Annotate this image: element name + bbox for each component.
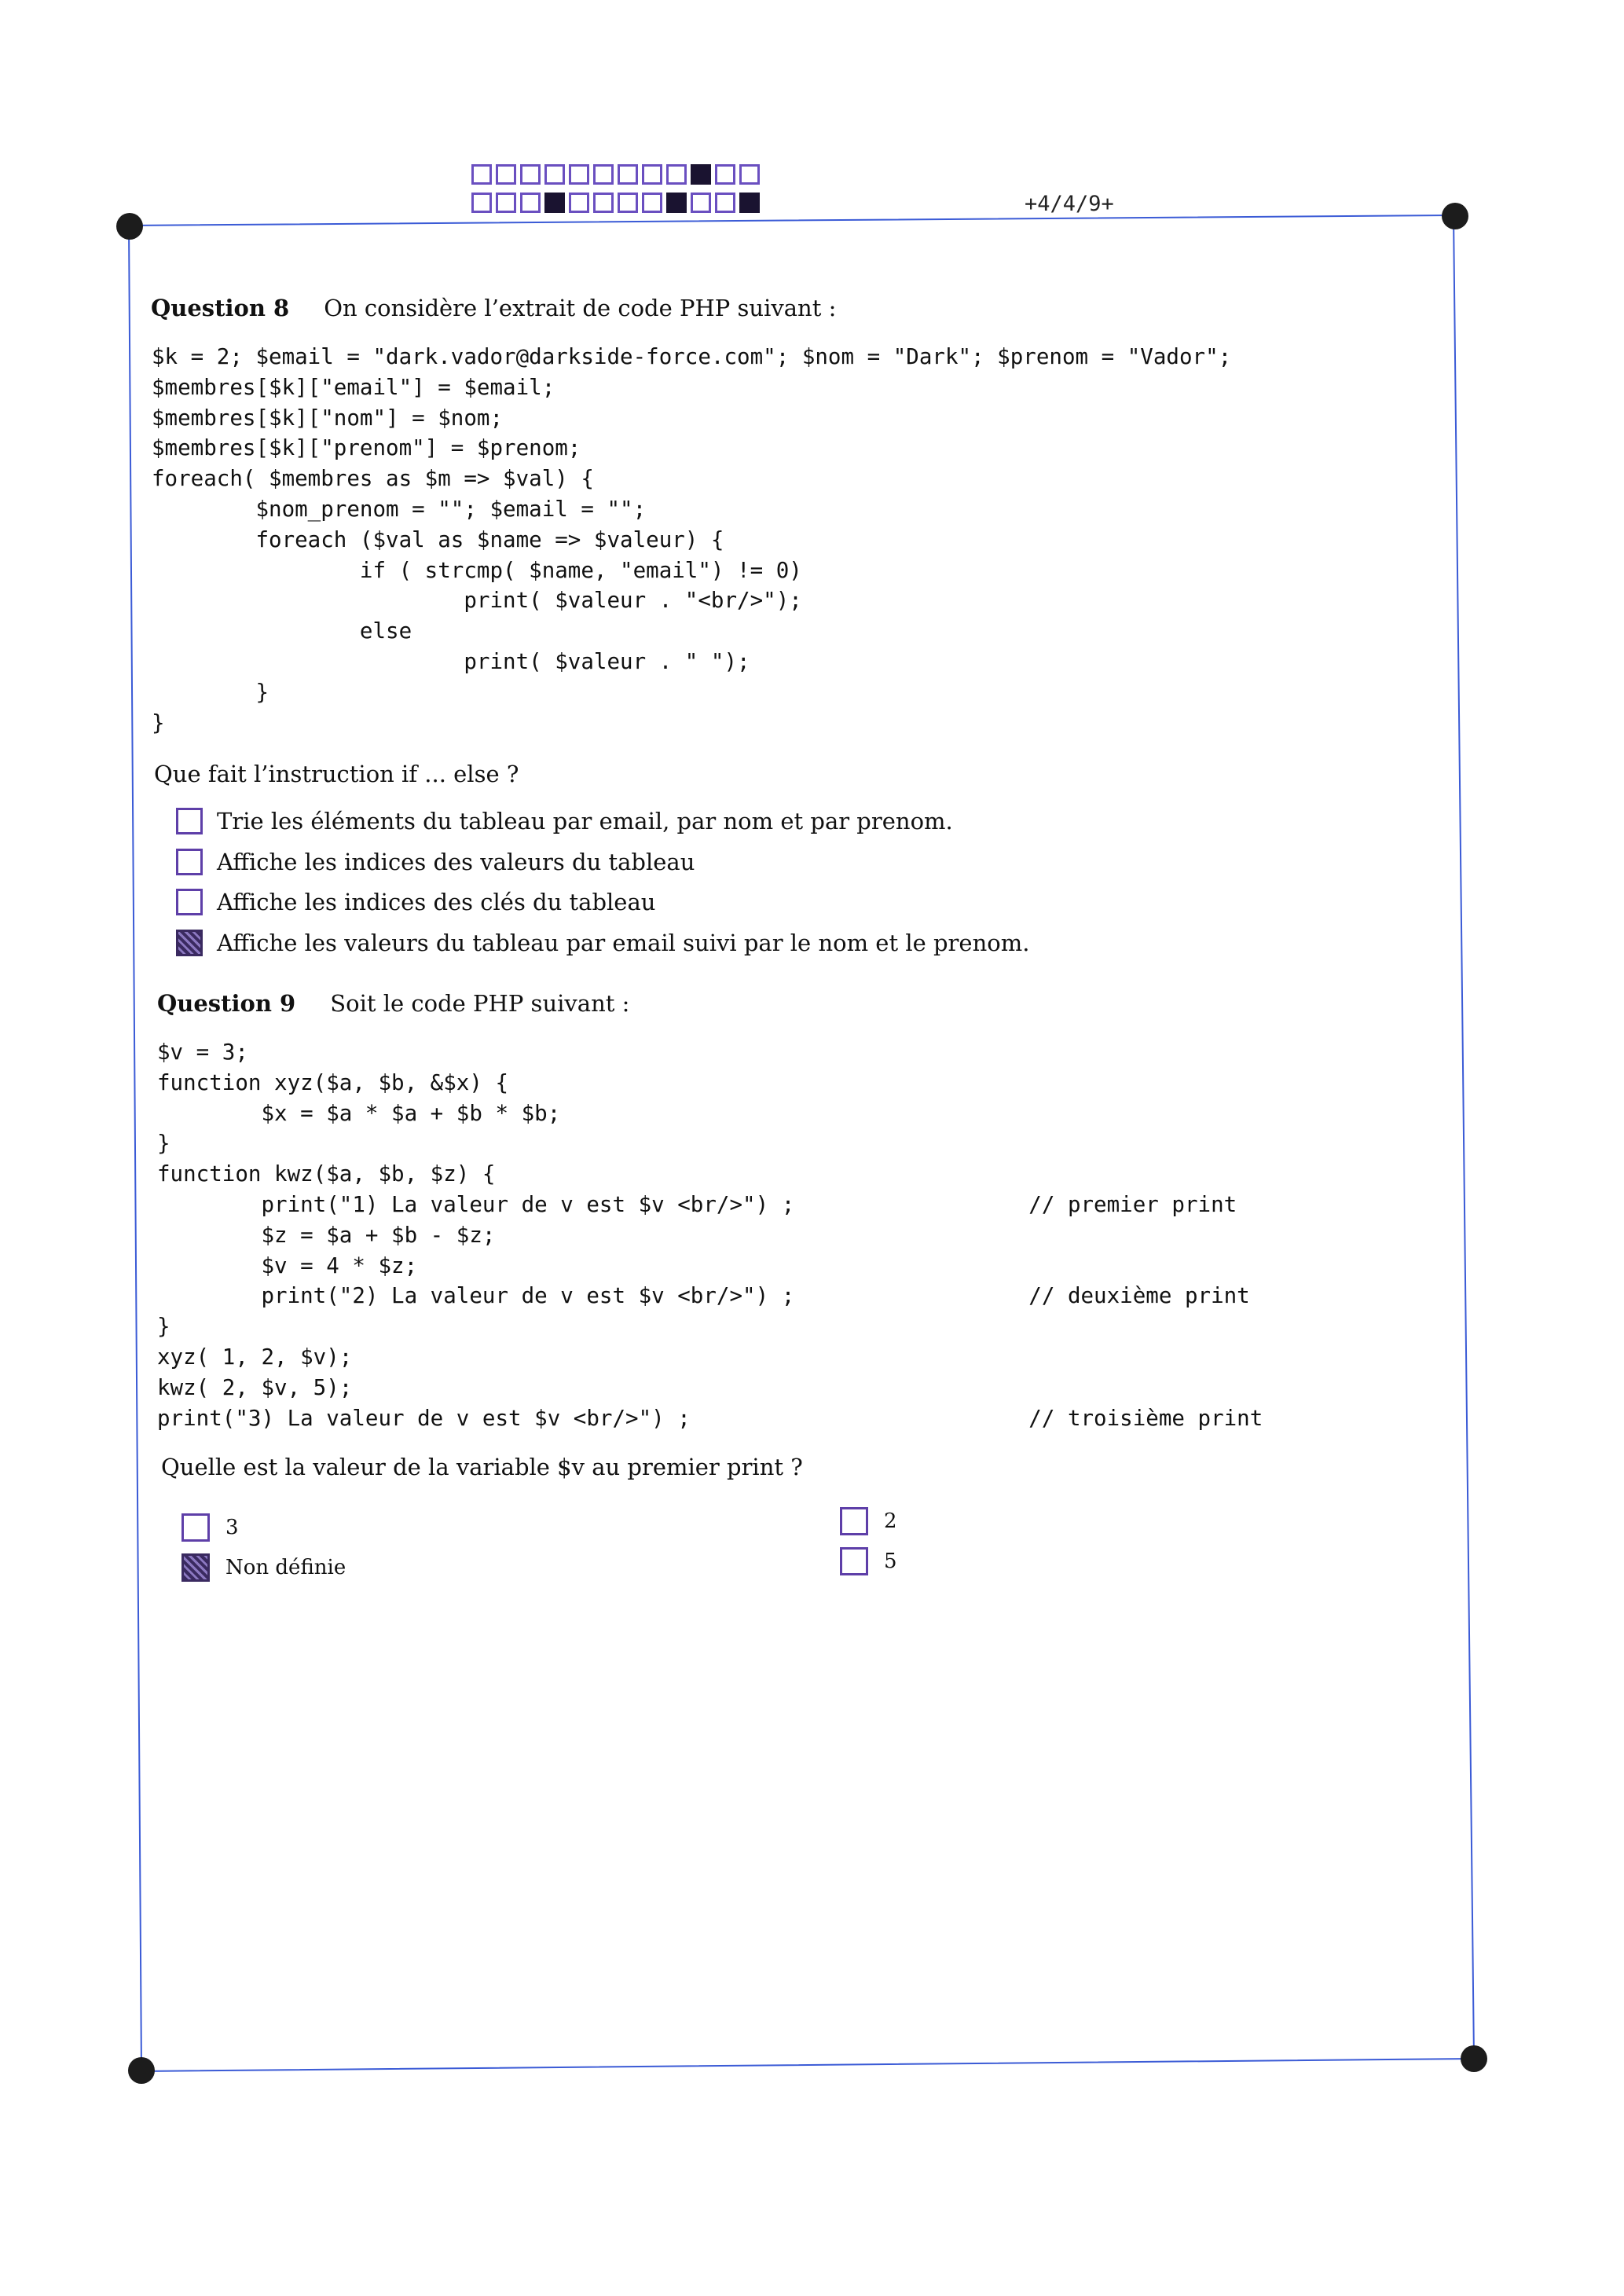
question-8-header	[151, 295, 836, 321]
q9-option-1-checkbox[interactable]	[181, 1513, 210, 1542]
id-box	[642, 164, 662, 185]
id-box	[666, 164, 687, 185]
page-code: +4/4/9+	[1025, 192, 1114, 216]
q9-option-1[interactable]	[181, 1513, 239, 1542]
q8-option-3[interactable]	[176, 889, 655, 915]
q9-option-3-label: 2	[884, 1509, 897, 1533]
id-box	[739, 164, 760, 185]
q8-option-3-label: Affiche les indices des clés du tableau	[217, 889, 656, 915]
question-9-prompt: Quelle est la valeur de la variable $v au premier print ?	[161, 1454, 803, 1480]
q8-option-1[interactable]	[176, 808, 953, 834]
corner-mark-bottom-left	[128, 2057, 155, 2084]
question-9-label: Question 9	[157, 990, 296, 1017]
id-box	[739, 193, 760, 213]
q9-option-4-checkbox[interactable]	[840, 1547, 868, 1575]
id-box	[691, 193, 711, 213]
question-8-intro: On considère l’extrait de code PHP suivant :	[324, 295, 837, 321]
corner-mark-top-right	[1442, 203, 1468, 229]
question-8-label: Question 8	[151, 295, 290, 321]
id-box	[642, 193, 662, 213]
question-8-code: $k = 2; $email = "dark.vador@darkside-force.com"; $nom = "Dark"; $prenom = "Vador"; $membres[$k]["email"] = $email; $membres[$k]["nom"] = $nom; $membres[$k]["prenom"] = $prenom; foreach( $membres as $m => $val) { $nom_prenom = ""; $email = ""; foreach ($val as $name => $valeur) { if ( strcmp( $name, "email") != 0) print( $valeur . "<br/>"); else print( $valeur . " "); } }	[152, 344, 1232, 735]
id-box	[471, 193, 492, 213]
question-9-intro: Soit le code PHP suivant :	[330, 990, 630, 1017]
id-box	[520, 164, 541, 185]
q9-option-1-label: 3	[225, 1516, 239, 1539]
id-box	[593, 164, 614, 185]
q9-option-3-checkbox[interactable]	[840, 1507, 868, 1535]
id-box	[569, 164, 589, 185]
student-id-row-1	[471, 164, 764, 185]
id-box	[496, 193, 516, 213]
q8-option-4[interactable]	[176, 930, 1029, 956]
id-box	[544, 164, 565, 185]
question-9-header	[157, 990, 629, 1017]
corner-mark-bottom-right	[1461, 2045, 1487, 2072]
id-box	[544, 193, 565, 213]
id-box	[715, 164, 735, 185]
id-box	[618, 164, 638, 185]
id-box	[471, 164, 492, 185]
id-box	[496, 164, 516, 185]
q8-option-1-label: Trie les éléments du tableau par email, par nom et par prenom.	[217, 808, 953, 834]
id-box	[618, 193, 638, 213]
id-box	[520, 193, 541, 213]
q9-option-3[interactable]	[840, 1507, 897, 1535]
q9-option-4[interactable]	[840, 1547, 897, 1575]
q8-option-2-label: Affiche les indices des valeurs du tableau	[217, 849, 695, 875]
q8-option-1-checkbox[interactable]	[176, 808, 203, 834]
q9-option-2-checkbox[interactable]	[181, 1553, 210, 1582]
corner-mark-top-left	[116, 213, 143, 240]
q9-option-2[interactable]	[181, 1553, 346, 1582]
q9-option-4-label: 5	[884, 1550, 897, 1573]
id-box	[666, 193, 687, 213]
q8-option-2-checkbox[interactable]	[176, 849, 203, 875]
id-box	[691, 164, 711, 185]
q8-option-2[interactable]	[176, 849, 695, 875]
q8-option-3-checkbox[interactable]	[176, 889, 203, 915]
q9-option-2-label: Non définie	[225, 1556, 346, 1579]
question-8-prompt: Que fait l’instruction if ... else ?	[154, 761, 519, 787]
id-box	[715, 193, 735, 213]
q8-option-4-label: Affiche les valeurs du tableau par email suivi par le nom et le prenom.	[217, 930, 1030, 956]
question-9-code: $v = 3; function xyz($a, $b, &$x) { $x = $a * $a + $b * $b; } function kwz($a, $b, $z) { print("1) La valeur de v est $v <br/>") ; // premier print $z = $a + $b - $z; $v = 4 * $z; print("2) La valeur de v est $v <br/>") ; // deuxième print } xyz( 1, 2, $v); kwz( 2, $v, 5); print("3) La valeur de v est $v <br/>") ; // troisième print	[157, 1040, 1263, 1431]
id-box	[593, 193, 614, 213]
id-box	[569, 193, 589, 213]
student-id-row-2	[471, 193, 764, 213]
q8-option-4-checkbox[interactable]	[176, 930, 203, 956]
